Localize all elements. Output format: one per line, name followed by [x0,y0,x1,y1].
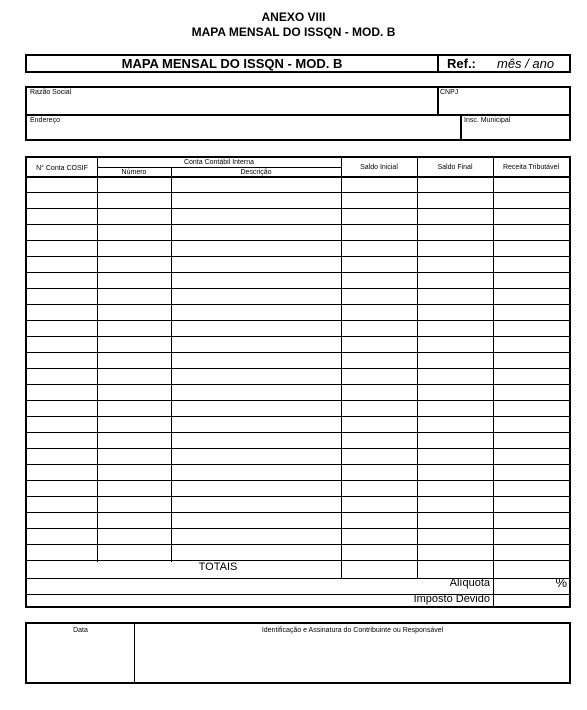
table-row-line [27,400,569,401]
endereco-field[interactable]: Endereço [30,117,60,124]
header-bottom-line [27,176,569,178]
col-divider-saldo-inicial [417,158,418,578]
table-row-line [27,304,569,305]
table-row-line [27,192,569,193]
col-group-header: Conta Contábil Interna [183,159,255,166]
table-row-line [27,224,569,225]
col-saldo-inicial-header: Saldo Inicial [360,164,398,171]
title-bar-divider [437,56,439,71]
totais-row-line [27,578,569,579]
col-numero-header: Número [121,169,147,176]
signature-box [25,622,571,684]
table-row-line [27,384,569,385]
ref-label: Ref.: [447,56,476,71]
table-row-line [27,544,569,545]
table-row-line [27,368,569,369]
group-underline [97,167,341,168]
insc-municipal-field[interactable]: Insc. Municipal [464,117,511,124]
table-row-line [27,272,569,273]
col-divider-saldo-final [493,158,494,606]
col-receita-header: Receita Tributável [502,164,560,171]
col-saldo-final-header: Saldo Final [437,164,473,171]
accounts-table [25,156,571,608]
table-row-line [27,352,569,353]
table-row-line [27,208,569,209]
aliquota-unit: % [555,575,567,590]
identity-divider [437,88,439,114]
table-row-line [27,496,569,497]
col-divider-cosif [97,158,98,562]
aliquota-label: Alíquota [449,577,490,589]
signature-divider [134,624,135,682]
table-row-line [27,256,569,257]
table-row-line [27,336,569,337]
table-row-line [27,240,569,241]
table-row-line [27,416,569,417]
razao-social-field[interactable]: Razão Social [30,89,72,96]
identity-box [25,86,571,141]
col-cosif-header: N° Conta COSIF [36,165,88,172]
title-bar [25,54,571,73]
col-descricao-header: Descrição [240,169,272,176]
table-row-line [27,512,569,513]
col-divider-numero [171,168,172,562]
aliquota-row-line [27,594,569,595]
table-row-line [27,320,569,321]
data-label: Data [73,627,88,634]
table-row-line [27,528,569,529]
identity-divider-2 [460,114,462,139]
totais-label: TOTAIS [198,561,238,573]
title-bar-title: MAPA MENSAL DO ISSQN - MOD. B [121,56,343,71]
period-field[interactable]: mês / ano [497,56,555,71]
table-row-line [27,480,569,481]
table-row-line [27,464,569,465]
cnpj-field[interactable]: CNPJ [440,89,459,96]
date-input[interactable] [27,636,134,682]
table-row-line [27,432,569,433]
signature-input[interactable] [136,636,569,682]
col-divider-descricao [341,158,342,578]
identity-row-divider [27,114,569,116]
table-row-line [27,448,569,449]
table-row-line [27,288,569,289]
signature-label: Identificação e Assinatura do Contribuinte ou Responsável [261,627,444,634]
form-title: MAPA MENSAL DO ISSQN - MOD. B [191,25,396,39]
table-row-line [27,560,569,561]
annex-title: ANEXO VIII [261,10,326,24]
imposto-label: Imposto Devido [413,593,490,605]
